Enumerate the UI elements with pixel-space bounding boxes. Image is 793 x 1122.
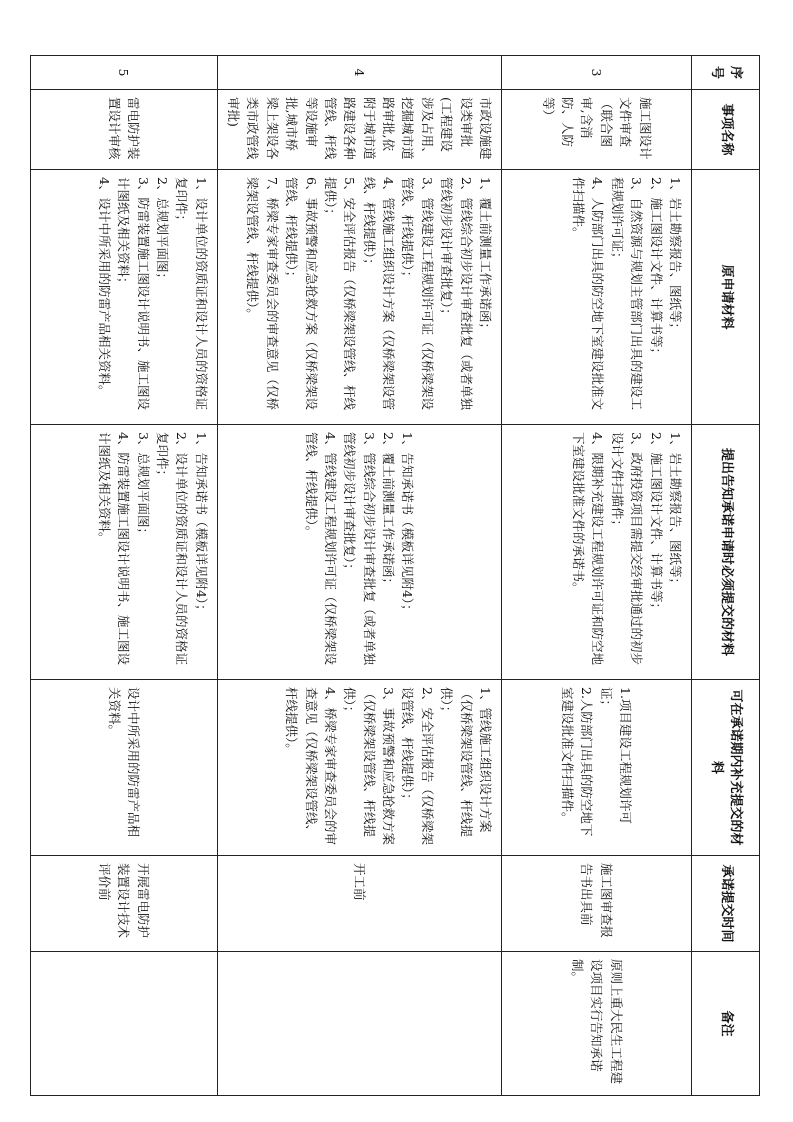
approval-table [30,55,760,1096]
list-item: 5、安全评估报告（仅桥梁架设管线、杆线提供）； [323,177,358,410]
header-required: 提出告知承诺申请时必须提交的材料 [692,425,760,680]
header-supplement: 可在承诺期内补充提交的材料 [692,680,760,856]
row-time: 开展雷电防护装置设计技术评价前 [30,856,217,952]
list-item: 3、自然资源与规划主管部门出具的建设工程规划许可证； [609,177,645,410]
header-no: 序号 [692,56,760,90]
row-time: 开工前 [217,856,501,952]
list-item: 4、管线施工组织设计方案（仅桥梁架设管线、杆线提供）； [361,177,397,410]
row-original [217,170,501,425]
list-item: 1、管线施工组织设计方案（仅桥梁架设管线、杆线提供）； [439,687,493,838]
list-item: 1、告知承诺书（模板详见附4）； [400,432,416,617]
list-item: 4、桥梁专家审查委员会的审查意见（仅桥梁架设管线、杆线提供）。 [284,687,338,845]
list-item: 2、施工图设计文件、计算书等； [648,432,664,615]
list-item: 4、设计中所采用的防雷产品相关资料。 [96,177,112,398]
list-item: 2、安全评估报告（仅桥梁架设管线、杆线提供）； [400,687,435,845]
list-item: 2、设计单位的资质证和设计人员的资格证复印件； [155,432,190,665]
row-name: 市政设施建设类审批(工程建设涉及占用、挖掘城市道路审批,依附于城市道路建设各种管线、杆线等设施审批,城市桥梁上架设各类市政管线审批) [217,90,501,170]
list-item: 2、施工图设计文件、计算书等； [648,177,664,360]
row-remark [217,952,501,1096]
list-item: 4、管线建设工程规划许可证（仅桥梁架设管线、杆线提供）。 [303,432,338,665]
list-item: 1、告知承诺书（模板详见附4）； [193,432,209,617]
list-item: 3、防雷装置施工图设计说明书、施工图设计图纸及相关资料； [116,177,151,410]
row-name: 雷电防护装置设计审核 [30,90,217,170]
row-remark: 原则上重大民生工程建设项目实行告知承诺制。 [502,952,692,1096]
row-required [502,425,692,680]
header-name: 事项名称 [692,90,760,170]
list-item: 1.项目建设工程规划许可证； [598,687,634,824]
list-item: 3、管线建设工程规划许可证（仅桥梁架设管线、杆线提供）； [400,177,435,410]
list-item: 4、限期补充建设工程规划许可证和防空地下室建设批准文件的承诺书。 [571,432,606,665]
table-row [217,56,501,1096]
list-item: 2、覆土前测量工作承诺函； [381,432,397,590]
list-item: 2、管线综合初步设计审查批复（或者单独管线初步设计审查批复）； [439,177,474,410]
header-row [692,56,760,1096]
row-supplement [502,680,692,856]
table-row [30,56,217,1096]
header-original: 原申请材料 [692,170,760,425]
row-time: 施工图审查报告书出具前 [502,856,692,952]
list-item: 1、岩土勘察报告、图纸等； [668,432,683,590]
list-item: 1、设计单位的资质证和设计人员的资格证复印件； [174,177,209,410]
header-time: 承诺提交时间 [692,856,760,952]
list-item: 3、政府投资项目需提交经审批通过的初步设计文件扫描件； [609,432,645,665]
list-item: 4、人防部门出具的防空地下室建设批准文件扫描件。 [571,177,606,410]
list-item: 6、事故预警和应急抢救方案（仅桥梁架设管线、杆线提供）； [284,177,319,410]
list-item: 3、管线综合初步设计审查批复（或者单独管线初步设计审查批复）； [342,432,377,665]
list-item: 2.人防部门出具的防空地下室建设批准文件扫描件。 [560,687,595,837]
header-remark: 备注 [692,952,760,1096]
row-supplement [30,680,217,856]
table-row [502,56,692,1096]
row-required [217,425,501,680]
list-item: 4、防雷装置施工图设计说明书、施工图设计图纸及相关资料。 [96,432,132,665]
row-no: 4 [217,56,501,90]
list-item: 3、总规划平面图； [135,432,151,540]
list-item: 1、岩土勘察报告、图纸等； [668,177,683,335]
row-supplement [217,680,501,856]
list-item: 2、总规划平面图； [155,177,170,285]
row-no: 5 [30,56,217,90]
row-original [30,170,217,425]
row-required [30,425,217,680]
row-remark [30,952,217,1096]
list-item: 设计中所采用的防雷产品相关资料。 [106,687,142,838]
list-item: 1、覆土前测量工作承诺函； [478,177,493,335]
list-item: 7、桥梁专家审查委员会的审查意见（仅桥梁架设管线、杆线提供）。 [245,177,280,410]
row-original [502,170,692,425]
row-name: 施工图设计文件审查（联合图审,含消防、人防等） [502,90,692,170]
rotated-page [45,55,760,1095]
row-no: 3 [502,56,692,90]
list-item: 3、事故预警和应急抢救方案（仅桥梁架设管线、杆线提供）； [342,687,397,845]
